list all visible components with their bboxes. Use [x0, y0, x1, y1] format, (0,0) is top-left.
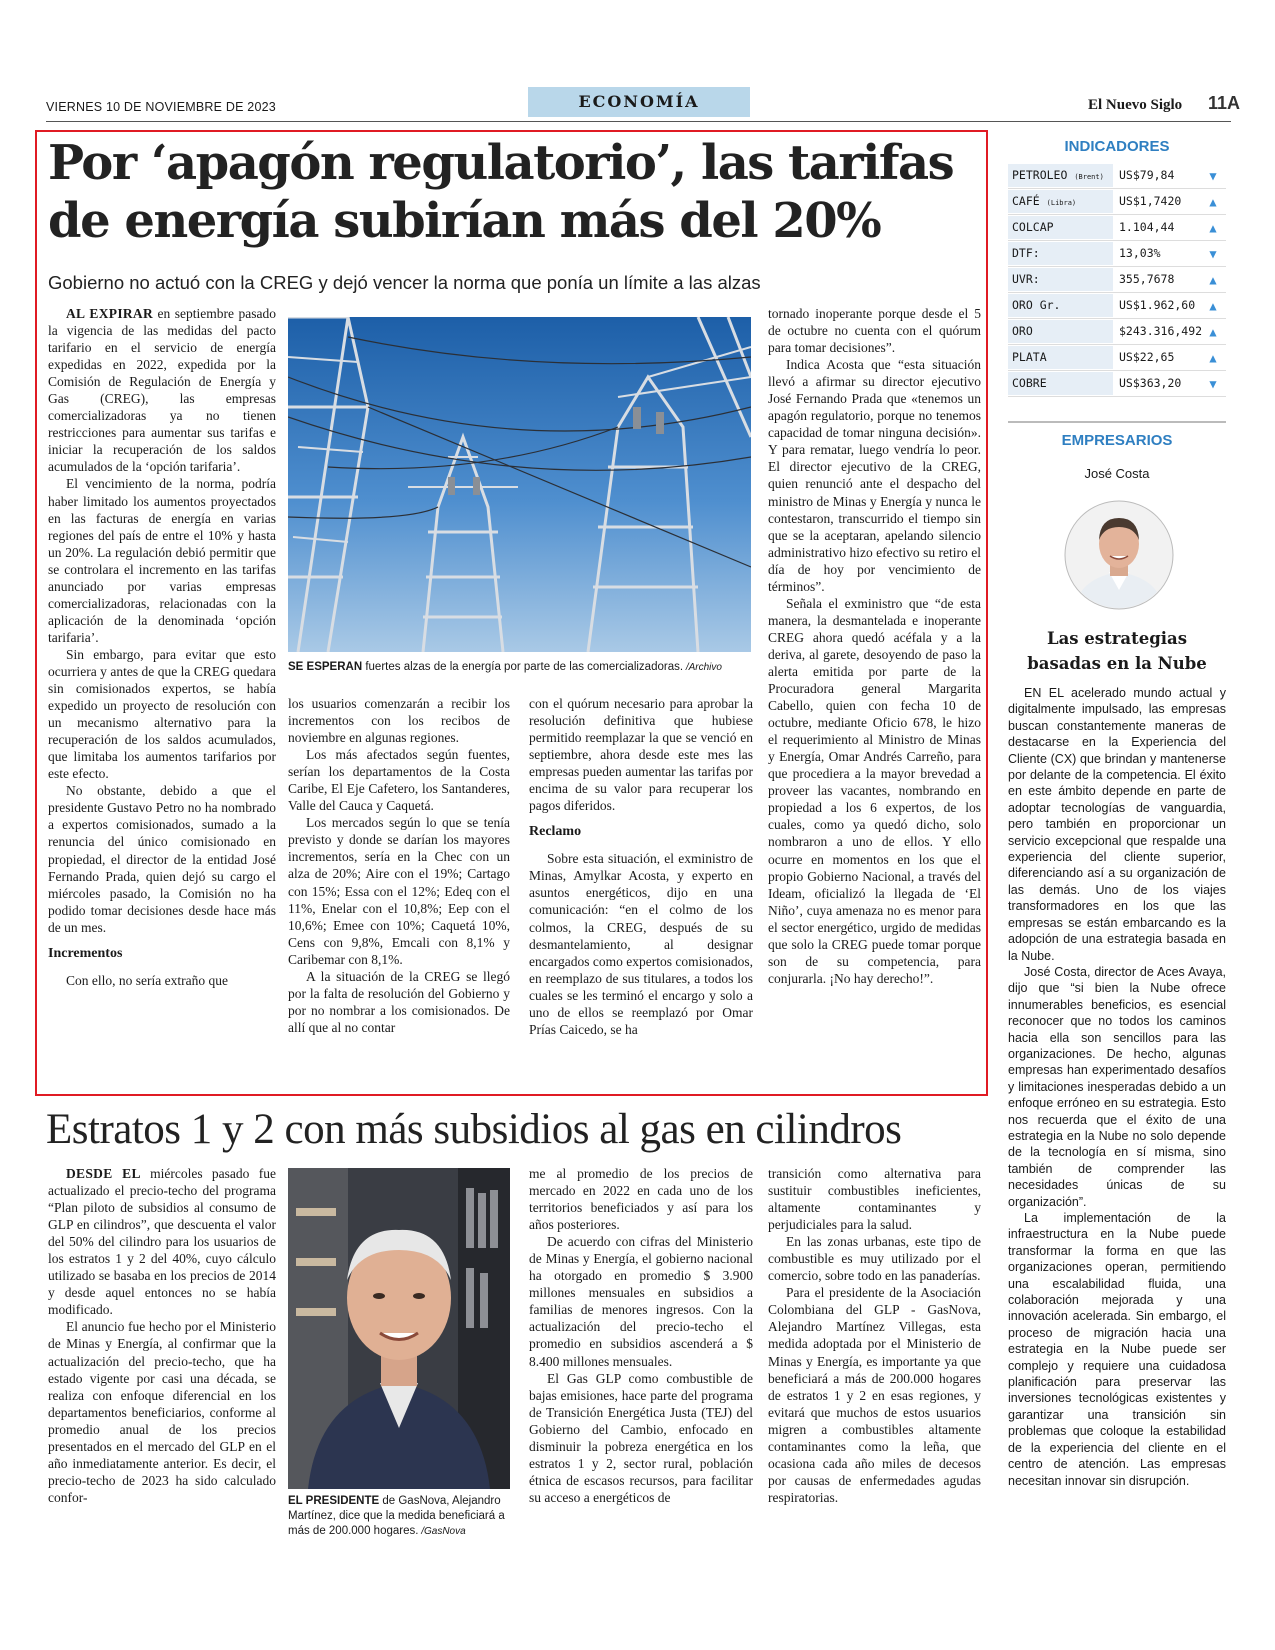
indicator-name [1008, 164, 1113, 187]
second-column-1 [48, 1165, 276, 1506]
indicators-table [1008, 163, 1226, 397]
main-column-4 [768, 305, 981, 987]
author-avatar [1064, 500, 1174, 610]
indicator-label: PLATA [1012, 350, 1047, 364]
main-headline-line1: Por ‘apagón regulatorio’, las tarifas [48, 135, 954, 191]
indicator-name [1008, 190, 1113, 213]
paragraph: El Gas GLP como combustible de bajas emisiones, hace parte del programa de Transición Energética Justa (TEJ) del Gobierno del Cambio, enfocado en disminuir la pobreza energética en los estratos 1 y 2, sector rural, población étnica de escasos recursos, para facilitar su acceso a energéticos de [529, 1370, 753, 1505]
indicator-unit: (Libra) [1046, 199, 1077, 207]
paragraph: Sobre esta situación, el exministro de Minas, Amylkar Acosta, y experto en asuntos energéticos, dijo en una comunicación: “en el colmo de los colmos, la CREG, después de su desmantelamiento, al designar encargados como expertos comisionados, en reemplazo de sus titulares, a todos los cuales se les terminó el encargo y solo a uno de ellos se reemplazó por Omar Prías Caicedo, se ha [529, 851, 753, 1037]
indicator-name [1008, 268, 1113, 291]
indicator-name [1008, 294, 1113, 317]
indicator-value: 13,03% [1119, 246, 1161, 260]
subheading: Reclamo [529, 824, 582, 840]
subheading: Incrementos [48, 945, 123, 961]
indicator-value: US$22,65 [1119, 350, 1175, 364]
indicator-label: COBRE [1012, 376, 1047, 390]
paragraph: transición como alternativa para sustituir combustibles ineficientes, altamente contaminantes y perjudiciales para la salud. [768, 1166, 981, 1233]
paragraph: De acuerdo con cifras del Ministerio de Minas y Energía, el gobierno nacional ha otorgado en promedio $ 3.900 millones mensuales en subsidios a familias de menores ingresos. Con la actualización del precio-techo el promedio en subsidios ascenderá a $ 8.400 millones mensuales. [529, 1234, 753, 1369]
second-headline: Estratos 1 y 2 con más subsidios al gas en cilindros [46, 1106, 902, 1153]
indicator-label: CAFÉ [1012, 194, 1040, 208]
section-label: ECONOMÍA [528, 87, 750, 117]
indicator-value: 1.104,44 [1119, 220, 1175, 234]
paragraph: La implementación de la infraestructura en la Nube puede transformar la forma en que las organizaciones operan, permitiendo una escalabilidad fluida, una colaboración mejorada y una innovación acelerada. Sin embargo, el proceso de migración hacia una estrategia en la Nube puede ser complejo y requiere una cuidadosa planificación para preservar las inversiones tecnológicas existentes y garantizar una transición sin problemas que coloque la estabilidad de la experiencia del cliente en el centro de atención. Las empresas necesitan innovar sin disrupción. [1008, 1211, 1226, 1488]
indicators-title: INDICADORES [1064, 138, 1170, 155]
paragraph: EN EL acelerado mundo actual y digitalmente impulsado, las empresas buscan constantemente maneras de destacarse en la Experiencia del Cliente (CX) que brindan y mantenerse por delante de la competencia. El éxito en este ámbito depende en parte de adoptar tecnologías de vanguardia, pero también en proporcionar un servicio excepcional que respalde una experiencia del cliente superior, diferenciando así a su organización de las demás. Uno de los viajes transformadores en los que las empresas se están embarcando es la adopción de una estrategia basada en la Nube. [1008, 686, 1226, 963]
indicator-row [1008, 189, 1226, 215]
indicator-name [1008, 346, 1113, 369]
paragraph: José Costa, director de Aces Avaya, dijo que “si bien la Nube ofrece innumerables beneficios, es esencial reconocer que no todos los caminos hacia ella son sencillos para las organizaciones. De hecho, algunas empresas han experimentado desafíos y limitaciones inesperadas debido a un enfoque erróneo en su estrategia. Esto nos recuerda que el éxito de una estrategia en la Nube no solo depende de la tecnología en sí misma, sino también de comprender las necesidades únicas de su organización”. [1008, 964, 1226, 1209]
paragraph: me al promedio de los precios de mercado en 2022 en cada uno de los territorios beneficiados y así para los años posteriores. [529, 1166, 753, 1233]
paragraph: Para el presidente de la Asociación Colombiana del GLP - GasNova, Alejandro Martínez Villegas, esta medida adoptada por el Ministerio de Minas y Energía, es importante ya que beneficiará a más de 200.000 hogares de estratos 1 y 2 en esas regiones, y evitará que muchos de estos usuarios migren a combustibles altamente contaminantes como la leña, que ocasiona cada año miles de decesos por causas de enfermedades agudas respiratorias. [768, 1285, 981, 1505]
second-column-4 [768, 1165, 981, 1506]
indicator-row [1008, 293, 1226, 319]
photo-credit: /Archivo [683, 662, 722, 673]
indicator-name [1008, 320, 1113, 343]
indicator-name [1008, 372, 1113, 395]
indicator-unit: (Brent) [1074, 173, 1104, 181]
indicator-row [1008, 371, 1226, 397]
caption-lead: EL PRESIDENTE [288, 1495, 380, 1507]
paragraph: Sin embargo, para evitar que esto ocurriera y antes de que la CREG quedara sin comisionados expertos, se había expedido un proyecto de resolución con un mecanismo alternativo para la recuperación de los saldos acumulados, que limitaba los aumentos tarifarios por este efecto. [48, 646, 276, 782]
indicator-label: UVR: [1012, 272, 1040, 286]
issue-date: VIERNES 10 DE NOVIEMBRE DE 2023 [46, 100, 276, 114]
paragraph: En las zonas urbanas, este tipo de combustible es muy utilizado por el comercio, sobre todo en las panaderías. [768, 1234, 981, 1284]
indicator-label: ORO [1012, 324, 1033, 338]
column-section-title: EMPRESARIOS [1061, 432, 1173, 449]
paragraph: Indica Acosta que “esta situación llevó a afirmar su director ejecutivo José Fernando Prada que «tenemos un apagón regulatorio, porque no tenemos capacidad de tomar ninguna decisión». Y para rematar, luego vendría lo peor. El director ejecutivo de la CREG, quien renunció ante el despacho del ministro de Minas y Energía y nunca le contestaron, transcurrido el tiempo sin que se la aceptaran, apelando silencio administrativo hizo efectivo su retiro el día de hoy por vencimiento de términos”. [768, 357, 981, 594]
main-deck: Gobierno no actuó con la CREG y dejó vencer la norma que ponía un límite a las alzas [48, 272, 761, 293]
column-headline-line1: Las estrategias [1046, 629, 1188, 648]
indicator-row [1008, 345, 1226, 371]
arrow-down-icon: ▼ [1209, 246, 1217, 261]
caption-text: de GasNova, Alejandro Martínez, dice que la medida beneficiará a más de 200.000 hogares. [288, 1495, 505, 1537]
arrow-down-icon: ▼ [1209, 168, 1217, 183]
indicator-value: US$363,20 [1119, 376, 1182, 390]
paragraph-text: en septiembre pasado la vigencia de las medidas del pacto tarifario en el servicio de energía expedidas en 2022, expedida por la Comisión de Regulación de Energía y Gas (CREG), las empresas comercializadoras ya no tienen restricciones para aumentar sus tarifas e iniciar la recuperación de los saldos acumulados de la ‘opción tarifaria’. [48, 306, 276, 475]
column-author: José Costa [1084, 466, 1150, 481]
indicator-value: US$1,7420 [1119, 194, 1182, 208]
indicator-label: PETROLEO [1012, 168, 1068, 182]
indicator-label: COLCAP [1012, 220, 1054, 234]
lead-in: AL EXPIRAR [66, 306, 154, 321]
indicator-value: $243.316,492 [1119, 324, 1203, 338]
page-number: 11A [1208, 93, 1241, 113]
column-body [1008, 685, 1226, 1489]
paragraph [48, 1165, 276, 1318]
sidebar [1008, 130, 1226, 397]
arrow-down-icon: ▼ [1209, 376, 1217, 391]
main-column-2 [288, 695, 510, 1036]
paragraph: No obstante, debido a que el presidente Gustavo Petro no ha nombrado a expertos comisionados, sumado a la renuncia del único comisionado en propiedad, el director de la entidad José Fernando Prada, quien dejó su cargo el miércoles pasado, la Comisión no ha podido tomar decisiones desde hace más de un mes. [48, 783, 276, 935]
sidebar-divider [1008, 421, 1226, 423]
arrow-up-icon: ▲ [1209, 272, 1217, 287]
indicator-row [1008, 267, 1226, 293]
paragraph-text: miércoles pasado fue actualizado el precio-techo del programa “Plan piloto de subsidios al consumo de GLP en cilindros”, que descuenta el valor del 50% del cilindro para los usuarios de los estratos 1 y 2 del 40%, cuyo cálculo utilizado se basaba en los precios de 2014 y desde aquel entonces no se había modificado. [48, 1166, 276, 1318]
photo-credit: /GasNova [418, 1526, 466, 1537]
indicator-name [1008, 242, 1113, 265]
main-headline [48, 134, 978, 250]
column-headline-line2: basadas en la Nube [1027, 654, 1207, 673]
power-towers-photo [288, 317, 751, 652]
paragraph: Los más afectados según fuentes, serían los departamentos de la Costa Caribe, El Eje Cafetero, los Santanderes, Valle del Cauca y Caquetá. [288, 747, 510, 814]
paragraph: Con ello, no sería extraño que [66, 972, 228, 988]
main-column-1 [48, 305, 276, 989]
indicator-label: ORO Gr. [1012, 298, 1061, 312]
photo-caption [288, 1494, 513, 1539]
main-column-3 [529, 695, 753, 1038]
paragraph: tornado inoperante porque desde el 5 de octubre no cuenta con el quórum para tomar decisiones”. [768, 306, 981, 356]
arrow-up-icon: ▲ [1209, 324, 1217, 339]
paragraph: Señala el exministro que “de esta manera, la desmantelada e inoperante CREG ahora quedó acéfala y a la deriva, al garete, desoyendo de paso la alerta emitida por parte de la Procuradora general Margarita Cabello, quien con fecha 10 de octubre, mediante Oficio 678, le hizo el requerimiento al Ministro de Minas y Energía, Omar Andrés Carreño, para que procediera a la mayor brevedad a proveer las vacantes, nombrando en propiedad a los 6 expertos, de los cuales, como ya quedó dicho, solo nombraron a uno de ellos. Y ello ocurre en momentos en los que el propio Gobierno Nacional, a través del Ideam, oficializó la llegada de ‘El Niño’, cuya amenaza no es menor para el sector energético, urgido de medidas que solo la CREG puede tomar porque son de su competencia, para conjurarla. ¡No hay derecho!”. [768, 595, 981, 986]
indicator-row [1008, 215, 1226, 241]
second-column-3 [529, 1165, 753, 1506]
indicator-value: US$79,84 [1119, 168, 1175, 182]
indicator-value: 355,7678 [1119, 272, 1175, 286]
indicator-value: US$1.962,60 [1119, 298, 1196, 312]
paragraph: El vencimiento de la norma, podría haber limitado los aumentos proyectados en las facturas de energía en varias regiones del país de entre el 10% y hasta un 20%. La regulación debió permitir que se controlara el incremento en las tarifas anunciado por varias empresas comercializadoras, relacionadas con la aplicación de la denominada ‘opción tarifaria’. [48, 476, 276, 645]
paragraph: Los mercados según lo que se tenía previsto y donde se darían los mayores incrementos, sería en la Chec con un alza de 20%; Aire con el 19%; Cartago con 15%; Essa con el 12%; Edeq con el 11%, Enelar con el 10,8%; Eep con el 10,6%; Emee con 10%; Caquetá 10%, Cens con 9,8%, Emcali con 8,1% y Caribemar con 8,1%. [288, 815, 510, 967]
indicator-row [1008, 241, 1226, 267]
indicator-name [1008, 216, 1113, 239]
newspaper-brand: El Nuevo Siglo [1088, 97, 1183, 113]
paragraph: El anuncio fue hecho por el Ministerio de Minas y Energía, al confirmar que la actualización del precio-techo, que ha estado vigente por casi una década, se realiza con enfoque diferencial en los departamentos beneficiarios, conforme al promedio anual de los precios presentados en el mercado del GLP en el año inmediatamente anterior. Es decir, el precio-techo de 2023 ha sido calculado confor- [48, 1319, 276, 1505]
gasnova-president-photo [288, 1168, 510, 1489]
arrow-up-icon: ▲ [1209, 194, 1217, 209]
arrow-up-icon: ▲ [1209, 350, 1217, 365]
arrow-up-icon: ▲ [1209, 220, 1217, 235]
lead-in: DESDE EL [66, 1166, 141, 1181]
paragraph: A la situación de la CREG se llegó por la falta de resolución del Gobierno y por no nombrar a los comisionados. De allí que al no contar [288, 968, 510, 1035]
paragraph: los usuarios comenzarán a recibir los incrementos con los recibos de noviembre en algunas regiones. [288, 696, 510, 746]
caption-text: fuertes alzas de la energía por parte de las comercializadoras. [362, 661, 684, 673]
photo-caption [288, 660, 758, 675]
arrow-up-icon: ▲ [1209, 298, 1217, 313]
indicator-label: DTF: [1012, 246, 1040, 260]
indicator-row [1008, 163, 1226, 189]
caption-lead: SE ESPERAN [288, 661, 363, 673]
header-rule [46, 121, 1231, 122]
column-headline [1008, 626, 1226, 676]
indicator-row [1008, 319, 1226, 345]
paragraph [48, 305, 276, 475]
paragraph: con el quórum necesario para aprobar la resolución definitiva que hubiese permitido reemplazar la que se venció en septiembre, ahora desde este mes las empresas pueden aumentar las tarifas por encima de su valor para recuperar los pagos diferidos. [529, 696, 753, 814]
main-headline-line2: de energía subirían más del 20% [48, 193, 881, 249]
